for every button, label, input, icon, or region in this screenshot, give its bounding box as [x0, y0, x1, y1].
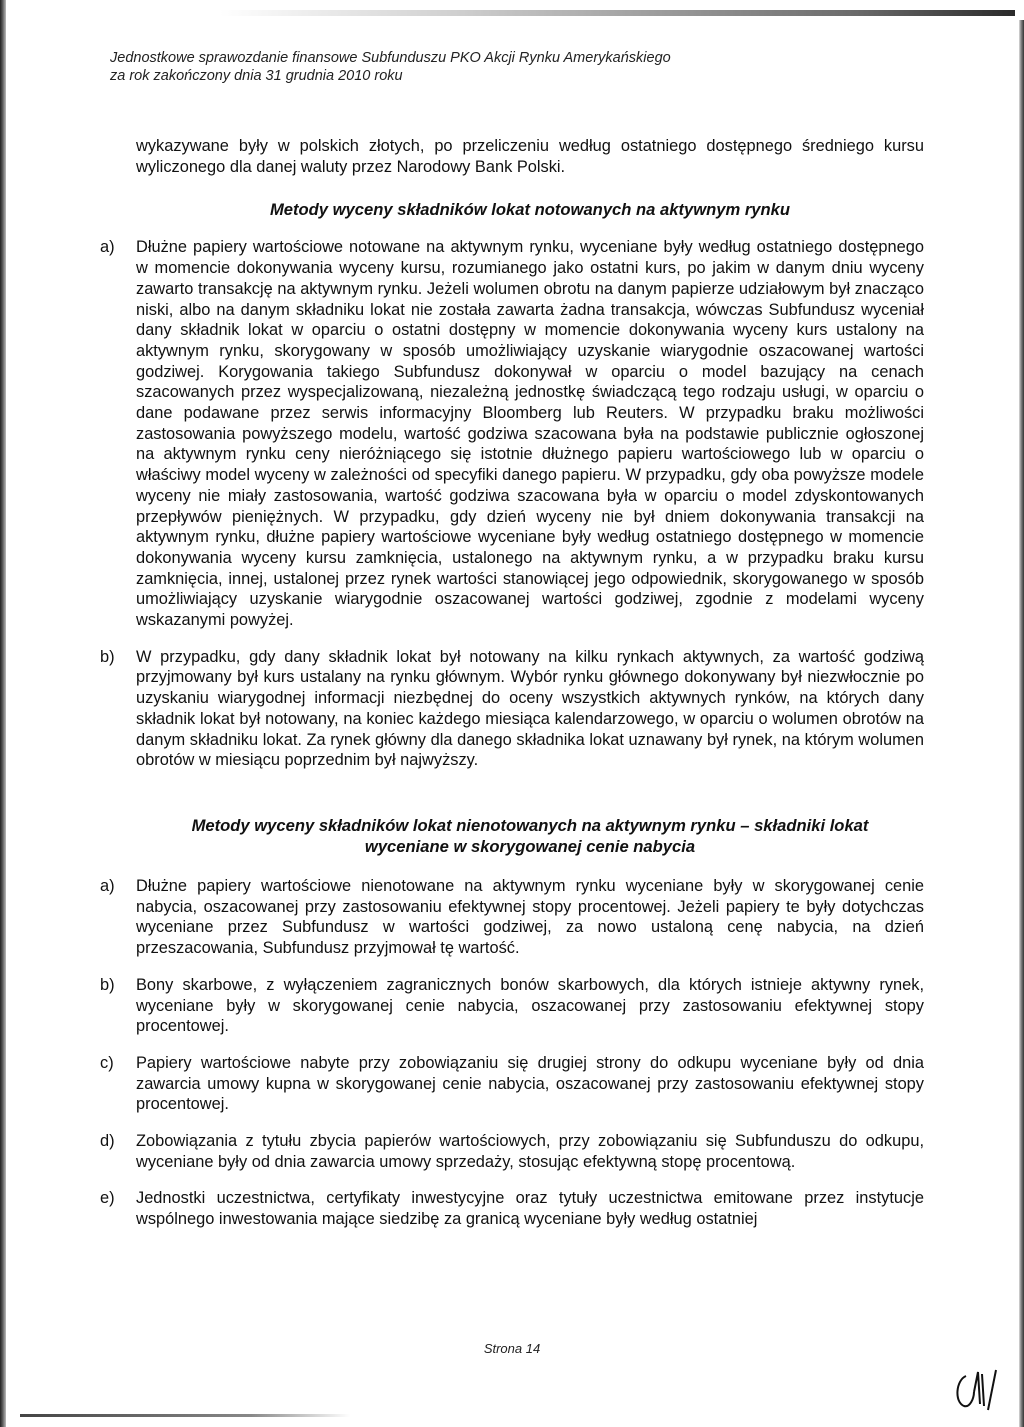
section-2-list	[100, 876, 924, 1230]
section-2-heading-line-2: wyceniane w skorygowanej cenie nabycia	[364, 836, 696, 856]
list-item-label: c)	[100, 1053, 114, 1072]
list-item	[100, 1188, 924, 1229]
list-item	[100, 975, 924, 1037]
document-header	[110, 49, 671, 85]
list-item	[100, 647, 924, 771]
section-1-list	[100, 237, 924, 771]
list-item-label: b)	[100, 647, 115, 666]
list-item-text: Dłużne papiery wartościowe nienotowane na aktywnym rynku wyceniane były w skorygowanej cenie nabycia, oszacowanej przy zastosowaniu efektywnej stopy procentowej. Jeżeli papiery te były dotychczas wyceniane przez Subfundusz w wartości godziwej, za nowo ustaloną cenę nabycia, na dzień przeszacowania, Subfundusz przyjmował tę wartość.	[136, 876, 924, 958]
list-item-label: d)	[100, 1132, 115, 1151]
list-item	[100, 1053, 924, 1115]
list-item-label: b)	[100, 975, 115, 994]
header-line-1: Jednostkowe sprawozdanie finansowe Subfunduszu PKO Akcji Rynku Amerykańskiego	[110, 50, 671, 66]
section-1-heading: Metody wyceny składników lokat notowanych na aktywnym rynku	[269, 200, 791, 220]
section-2-heading	[136, 815, 924, 857]
list-item	[100, 1131, 924, 1172]
document-body	[100, 136, 924, 1230]
header-line-2: za rok zakończony dnia 31 grudnia 2010 roku	[110, 68, 403, 84]
scan-edge-right	[1019, 20, 1024, 1427]
list-item	[100, 237, 924, 630]
list-item-text: Dłużne papiery wartościowe notowane na aktywnym rynku, wyceniane były według ostatniego dostępnego w momencie dokonywania wyceny kursu, rozumianego jako ostatni kurs, po jakim w danym dniu wyceny zawarto transakcję na aktywnym rynku. Jeżeli wolumen obrotu na danym papierze udziałowym był znacząco niski, albo na danym składniku lokat nie została zawarta żadna transakcja, wówczas Subfundusz wyceniał dany składnik lokat w oparciu o ostatni dostępny w momencie dokonywania wyceny kurs ustalony na aktywnym rynku, skorygowany w sposób umożliwiający uzyskanie wiarygodnie oszacowanej wartości godziwej. Korygowania takiego Subfundusz dokonywał w oparciu o model bazujący na cenach szacowanych przez wyspecjalizowaną, niezależną jednostkę świadczącą tego rodzaju usługi, w oparciu o dane podawane przez serwis informacyjny Bloomberg lub Reuters. W przypadku braku możliwości zastosowania powyższego modelu, wartość godziwa szacowana była na podstawie publicznie ogłoszonej na aktywnym rynku ceny nieróżniącego się istotnie dłużnego papieru wartościowego lub w oparciu o właściwy model wyceny w zależności od specyfiki danego papieru. W przypadku, gdy oba powyższe modele wyceny nie miały zastosowania, wartość godziwa szacowana była w oparciu o model zdyskontowanych przepływów pieniężnych. W przypadku, gdy dzień wyceny nie był dniem dokonywania transakcji na aktywnym rynku, dłużne papiery wartościowe wyceniane były według ostatniego dostępnego w momencie dokonywania wyceny kursu zamknięcia, ustalonego na aktywnym rynku, a w przypadku braku kursu zamknięcia, innej, ustalonej przez rynek wartości stanowiącej jego odpowiednik, skorygowanego w sposób umożliwiający uzyskanie wiarygodnie oszacowanej wartości godziwej, zgodnie z modelami wyceny wskazanymi powyżej.	[136, 238, 924, 630]
handwritten-initials-icon	[952, 1368, 1002, 1412]
list-item-label: e)	[100, 1189, 115, 1208]
section-2-heading-line-1: Metody wyceny składników lokat nienotowanych na aktywnym rynku – składniki lokat	[191, 815, 869, 835]
list-item-text: Bony skarbowe, z wyłączeniem zagranicznych bonów skarbowych, dla których istnieje aktywny rynek, wyceniane były w skorygowanej cenie nabycia, oszacowanej przy zastosowaniu efektywnej stopy procentowej.	[136, 975, 924, 1036]
scan-bottom-line	[20, 1414, 350, 1417]
intro-paragraph: wykazywane były w polskich złotych, po przeliczeniu według ostatniego dostępnego średniego kursu wyliczonego dla danej waluty przez Narodowy Bank Polski.	[136, 137, 924, 176]
list-item	[100, 876, 924, 959]
list-item-text: Papiery wartościowe nabyte przy zobowiązaniu się drugiej strony do odkupu wyceniane były od dnia zawarcia umowy kupna w skorygowanej cenie nabycia, oszacowanej przy zastosowaniu efektywnej stopy procentowej.	[136, 1053, 924, 1114]
list-item-text: Zobowiązania z tytułu zbycia papierów wartościowych, przy zobowiązaniu się Subfunduszu do odkupu, wyceniane były od dnia zawarcia umowy sprzedaży, stosując efektywną stopę procentową.	[136, 1132, 924, 1171]
list-item-label: a)	[100, 876, 115, 895]
scan-top-line	[220, 10, 1015, 16]
list-item-label: a)	[100, 238, 115, 257]
list-item-text: Jednostki uczestnictwa, certyfikaty inwestycyjne oraz tytuły uczestnictwa emitowane przez instytucje wspólnego inwestowania mające siedzibę za granicą wyceniane były według ostatniej	[136, 1189, 924, 1229]
page-number: Strona 14	[483, 1341, 541, 1356]
list-item-text: W przypadku, gdy dany składnik lokat był notowany na kilku rynkach aktywnych, za wartość godziwą przyjmowany był kurs ustalany na rynku głównym. Wybór rynku głównego dokonywany był niezwłocznie po uzyskaniu wiarygodnej informacji niezbędnej do oceny wszystkich aktywnych rynków, na których dany składnik lokat był notowany, na koniec każdego miesiąca kalendarzowego, w oparciu o wolumen obrotów na danym składniku lokat. Za rynek główny dla danego składnika lokat uznawany był rynek, na którym wolumen obrotów w miesiącu poprzednim był najwyższy.	[136, 647, 924, 770]
scan-edge-left	[0, 0, 6, 1427]
